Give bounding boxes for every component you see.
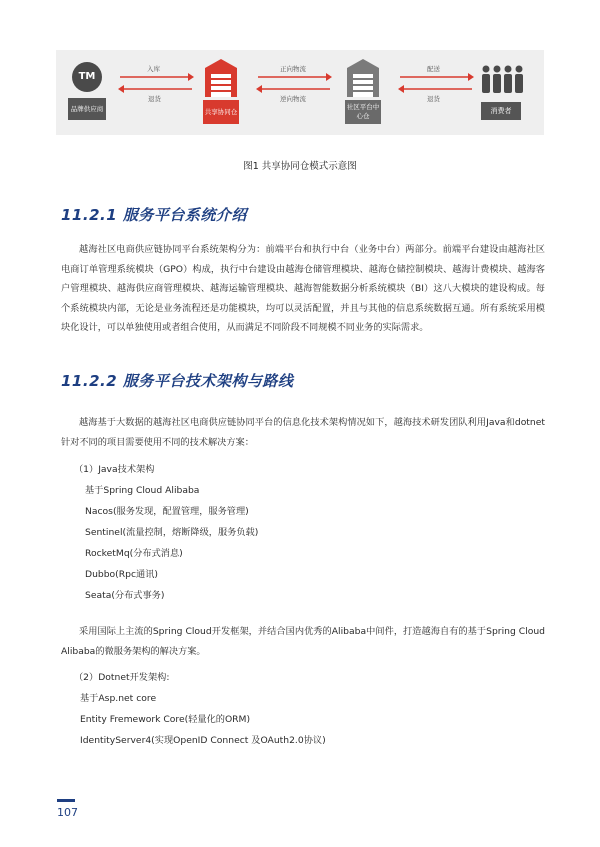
java-item: Sentinel(流量控制，熔断降级，服务负载) [85,527,259,538]
java-item: Nacos(服务发现，配置管理，服务管理) [85,506,249,517]
flow-diagram [56,50,544,135]
page-number: 107 [57,806,78,819]
arrow3-bottom-label: 退货 [427,95,440,103]
figure-caption: 图1 共享协同仓模式示意图 [243,161,357,172]
dotnet-item: 基于Asp.net core [80,693,157,704]
dotnet-item: IdentityServer4(实现OpenID Connect 及OAuth2.0协议) [80,735,326,746]
shared-warehouse-label: 共享协同仓 [203,100,239,124]
section-title-11-2-2: 11.2.2 服务平台技术架构与路线 [61,372,294,390]
section1-paragraph: 越海社区电商供应链协同平台系统架构分为：前端平台和执行中台（业务中台）两部分。前端平台建设由越海社区电商订单管理系统模块（GPO）构成，执行中台建设由越海仓储管理模块、越海仓储控制模块、越海计费模块、越海客户管理模块、越海供应商管理模块、越海运输管理模块、越海智能数据分析系统模块（BI）这八大模块的建设构成。每个系统模块内部，无论是业务流程还是功能模块，均可以灵活配置，并且与其他的信息系统数据互通。所有系统采用模块化设计，可以单独使用或者组合使用，从而满足不同阶段不同规模不同业务的实际需求。 [61,244,545,333]
dotnet-item: Entity Fremework Core(轻量化的ORM) [80,714,251,725]
dotnet-heading: （2）Dotnet开发架构: [74,672,170,683]
double-arrow-icon [118,70,194,96]
warehouse-gray-icon [346,58,380,98]
double-arrow-icon [256,70,332,96]
arrow1-top-label: 入库 [147,65,160,73]
double-arrow-icon [398,70,474,96]
people-icon [480,64,524,94]
section-title-11-2-1: 11.2.1 服务平台系统介绍 [61,206,247,224]
java-item: Seata(分布式事务) [85,590,165,601]
arrow3-top-label: 配送 [427,65,440,73]
arrow2-bottom-label: 逆向物流 [280,95,306,103]
consumer-label: 消费者 [481,102,521,120]
java-item: Dubbo(Rpc通讯) [85,569,158,580]
section2-intro: 越海基于大数据的越海社区电商供应链协同平台的信息化技术架构情况如下，越海技术研发团队利用Java和dotnet针对不同的项目需要使用不同的技术解决方案： [61,417,545,448]
java-heading: （1）Java技术架构 [74,464,155,475]
brand-supplier-label: 品牌供应商 [68,98,106,120]
arrow1-bottom-label: 退货 [148,95,161,103]
trademark-circle-icon: TM [72,62,102,92]
java-item: 基于Spring Cloud Alibaba [85,485,200,496]
page-number-rule [57,799,75,802]
java-item: RocketMq(分布式消息) [85,548,183,559]
warehouse-red-icon [204,58,238,98]
community-warehouse-label: 社区平台中心仓 [345,100,381,124]
arrow2-top-label: 正向物流 [280,65,306,73]
java-summary: 采用国际上主流的Spring Cloud开发框架，并结合国内优秀的Alibaba中间件，打造越海自有的基于Spring Cloud Alibaba的微服务架构的解决方案。 [61,626,545,657]
